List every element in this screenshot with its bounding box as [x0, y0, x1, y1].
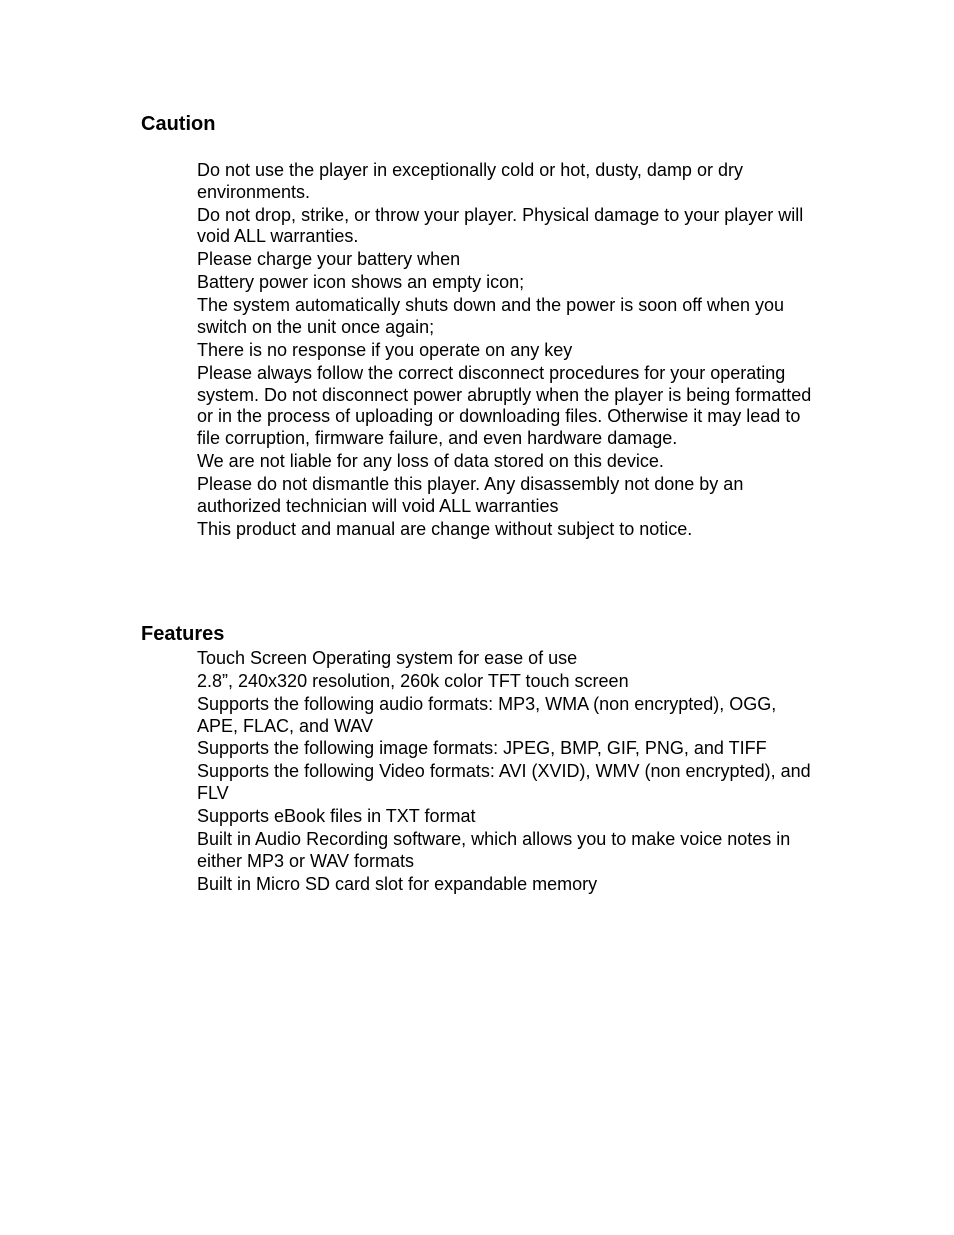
feature-item: 2.8”, 240x320 resolution, 260k color TFT touch screen: [197, 670, 629, 691]
caution-item: The system automatically shuts down and the power is soon off when you switch on the unit once again;: [197, 295, 784, 337]
caution-item: There is no response if you operate on any key: [197, 339, 573, 360]
features-heading: Features: [141, 623, 225, 645]
feature-item: Supports the following Video formats: AVI (XVID), WMV (non encrypted), and FLV: [197, 761, 811, 804]
caution-list: [197, 160, 817, 541]
feature-item: Supports the following audio formats: MP3, WMA (non encrypted), OGG, APE, FLAC, and WAV: [197, 693, 777, 736]
feature-item: Supports the following image formats: JPEG, BMP, GIF, PNG, and TIFF: [197, 738, 767, 759]
caution-item: Please do not dismantle this player. Any disassembly not done by an authorized technician will void ALL warranties: [197, 473, 744, 516]
feature-item: Touch Screen Operating system for ease of use: [197, 648, 578, 668]
feature-item: Supports eBook files in TXT format: [197, 806, 476, 827]
feature-item: Built in Audio Recording software, which allows you to make voice notes in either MP3 or WAV formats: [197, 828, 791, 871]
features-list: [197, 648, 817, 897]
caution-item: Please always follow the correct disconnect procedures for your operating system. Do not disconnect power abruptly when the player is being formatted or in the process of uploading or downloading files. Otherwise it may lead to file corruption, firmware failure, and even hardware damage.: [197, 362, 812, 449]
caution-item: Do not drop, strike, or throw your player. Physical damage to your player will void ALL warranties.: [197, 204, 804, 247]
caution-item: This product and manual are change without subject to notice.: [197, 518, 693, 539]
caution-item: Please charge your battery when: [197, 249, 461, 270]
caution-heading: Caution: [141, 113, 216, 135]
caution-item: We are not liable for any loss of data stored on this device.: [197, 451, 664, 472]
caution-item: Battery power icon shows an empty icon;: [197, 272, 525, 293]
caution-item: Do not use the player in exceptionally cold or hot, dusty, damp or dry environments.: [197, 160, 743, 202]
feature-item: Built in Micro SD card slot for expandable memory: [197, 873, 598, 894]
